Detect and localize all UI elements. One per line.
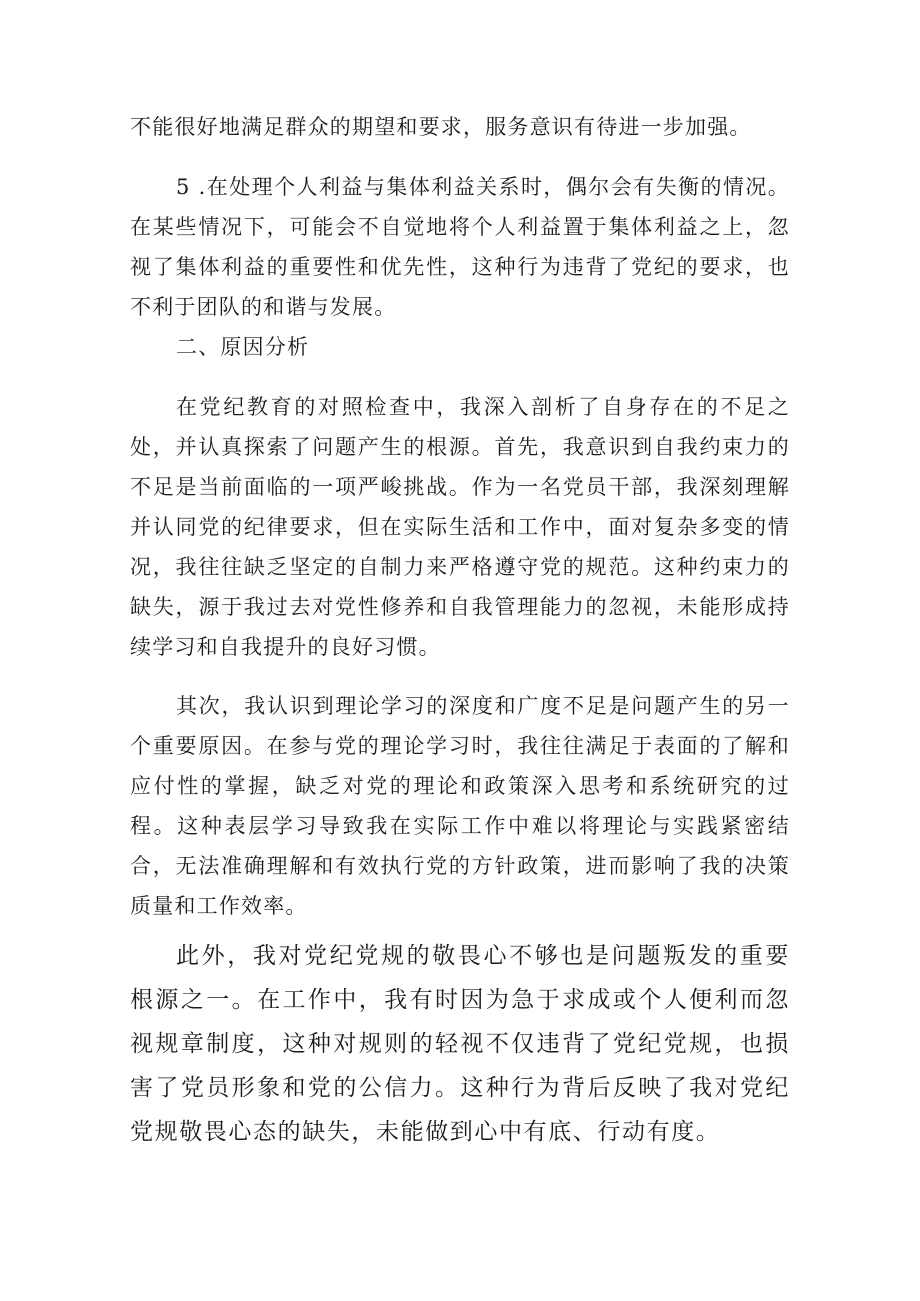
paragraph-2: 5 .在处理个人利益与集体利益关系时，偶尔会有失衡的情况。在某些情况下，可能会不自觉地将个人利益置于集体利益之上，忽视了集体利益的重要性和优先性，这种行为违背了党纪的要求，也不利于团队的和谐与发展。 xyxy=(130,175,790,319)
paragraph-3: 在党纪教育的对照检查中，我深入剖析了自身存在的不足之处，并认真探索了问题产生的根源。首先，我意识到自我约束力的不足是当前面临的一项严峻挑战。作为一名党员干部，我深刻理解并认同党的纪律要求，但在实际生活和工作中，面对复杂多变的情况，我往往缺乏坚定的自制力来严格遵守党的规范。这种约束力的缺失，源于我过去对党性修养和自我管理能力的忽视，未能形成持续学习和自我提升的良好习惯。 xyxy=(130,395,790,659)
section-heading: 二、原因分析 xyxy=(176,335,310,359)
paragraph-4: 其次，我认识到理论学习的深度和广度不足是问题产生的另一个重要原因。在参与党的理论学习时，我往往满足于表面的了解和应付性的掌握，缺乏对党的理论和政策深入思考和系统研究的过程。这种表层学习导致我在实际工作中难以将理论与实践紧密结合，无法准确理解和有效执行党的方针政策，进而影响了我的决策质量和工作效率。 xyxy=(130,694,790,918)
paragraph-5: 此外，我对党纪党规的敬畏心不够也是问题叛发的重要根源之一。在工作中，我有时因为急于求成或个人便利而忽视规章制度，这种对规则的轻视不仅违背了党纪党规，也损害了党员形象和党的公信力。这种行为背后反映了我对党纪党规敬畏心态的缺失，未能做到心中有底、行动有度。 xyxy=(130,943,790,1145)
paragraph-1: 不能很好地满足群众的期望和要求，服务意识有待进一步加强。 xyxy=(130,115,752,139)
